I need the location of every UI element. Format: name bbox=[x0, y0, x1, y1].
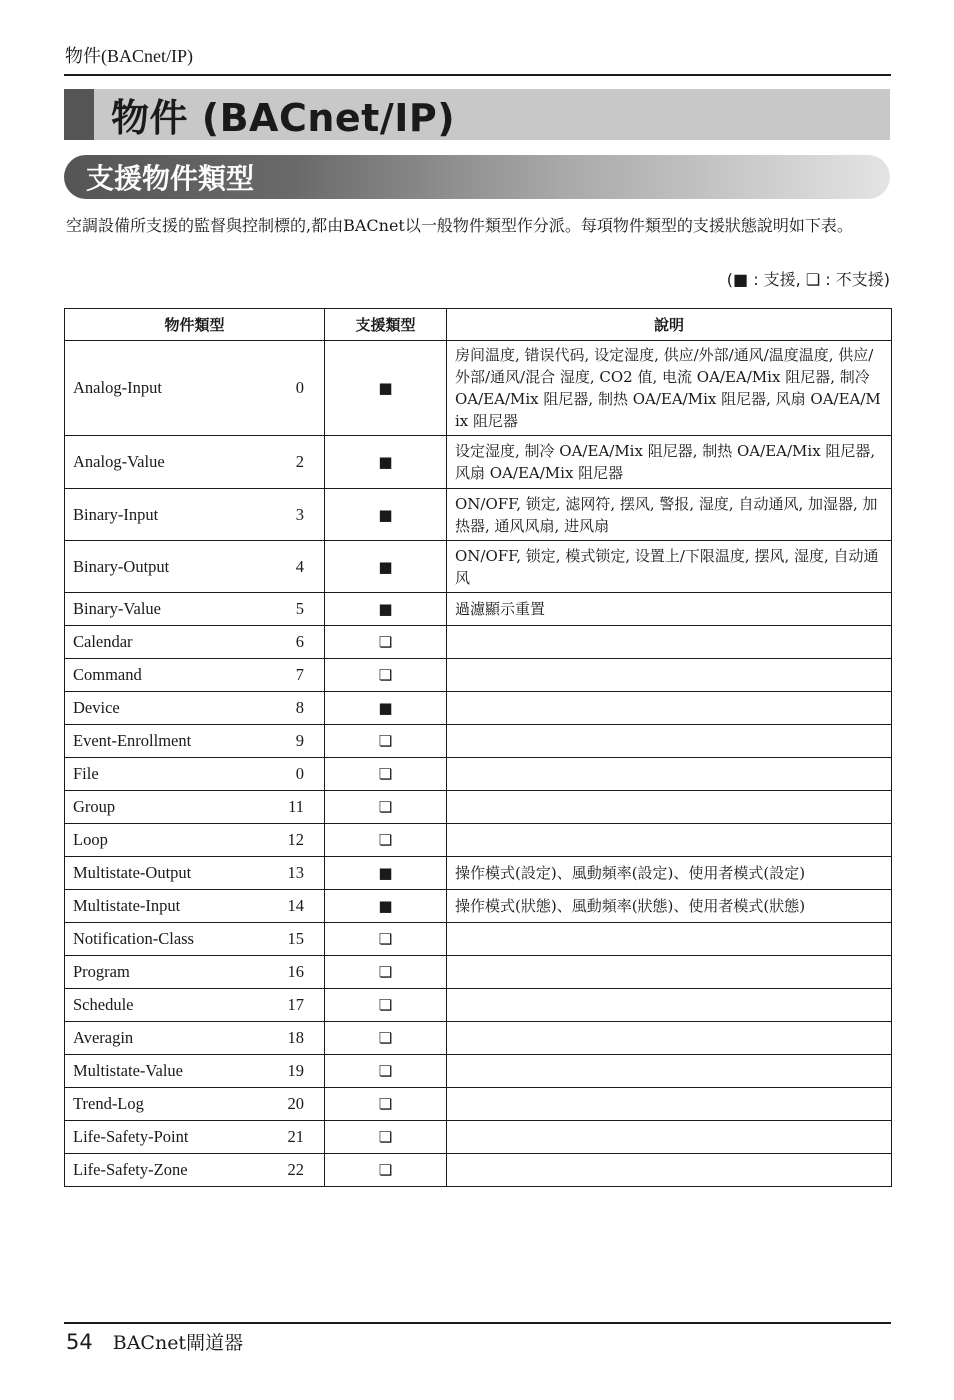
object-type-name: Trend-Log bbox=[73, 1094, 144, 1113]
description-cell bbox=[447, 758, 892, 791]
object-type-table bbox=[64, 308, 892, 1187]
support-mark: ■ bbox=[325, 436, 447, 489]
table-row bbox=[65, 1088, 892, 1121]
header-support-type: 支援類型 bbox=[325, 309, 447, 341]
intro-paragraph: 空調設備所支援的監督與控制標的,都由BACnet以一般物件類型作分派。每項物件類型的支援狀態說明如下表。 bbox=[66, 216, 853, 235]
description-cell: ON/OFF, 锁定, 滤网符, 摆风, 警报, 湿度, 自动通风, 加湿器, 加热器, 通风风扇, 进风扇 bbox=[447, 489, 892, 541]
object-type-name: Multistate-Input bbox=[73, 896, 181, 915]
object-type-cell bbox=[65, 791, 325, 824]
table-row bbox=[65, 725, 892, 758]
object-type-cell bbox=[65, 626, 325, 659]
object-type-id: 11 bbox=[288, 797, 304, 816]
table-row bbox=[65, 989, 892, 1022]
object-type-name: Binary-Value bbox=[73, 599, 161, 618]
description-cell bbox=[447, 824, 892, 857]
table-row bbox=[65, 1154, 892, 1187]
object-type-name: Binary-Output bbox=[73, 556, 170, 576]
header-description: 說明 bbox=[447, 309, 892, 341]
object-type-cell bbox=[65, 890, 325, 923]
object-type-id: 18 bbox=[287, 1028, 304, 1047]
table-row bbox=[65, 857, 892, 890]
description-cell bbox=[447, 725, 892, 758]
description-cell bbox=[447, 956, 892, 989]
object-type-id: 7 bbox=[295, 665, 304, 684]
object-type-name: Notification-Class bbox=[73, 929, 194, 948]
support-mark: ■ bbox=[325, 489, 447, 541]
object-type-id: 12 bbox=[287, 830, 304, 849]
object-type-cell bbox=[65, 1121, 325, 1154]
table-row bbox=[65, 824, 892, 857]
table-row bbox=[65, 791, 892, 824]
table-header-row bbox=[65, 309, 892, 341]
description-cell bbox=[447, 1121, 892, 1154]
object-type-id: 21 bbox=[287, 1127, 304, 1146]
object-type-id: 3 bbox=[295, 504, 304, 524]
object-type-name: Calendar bbox=[73, 632, 133, 651]
support-mark: ■ bbox=[325, 593, 447, 626]
running-header: 物件(BACnet/IP) bbox=[65, 46, 193, 66]
table-row bbox=[65, 659, 892, 692]
description-cell bbox=[447, 659, 892, 692]
support-mark: ❏ bbox=[325, 725, 447, 758]
object-type-name: File bbox=[73, 764, 99, 783]
description-cell bbox=[447, 923, 892, 956]
description-cell: 操作模式(狀態)、風動頻率(狀態)、使用者模式(狀態) bbox=[447, 890, 892, 923]
table-row bbox=[65, 436, 892, 489]
object-type-name: Life-Safety-Point bbox=[73, 1127, 189, 1146]
support-mark: ❏ bbox=[325, 659, 447, 692]
support-mark: ❏ bbox=[325, 923, 447, 956]
support-mark: ❏ bbox=[325, 626, 447, 659]
object-type-cell bbox=[65, 659, 325, 692]
footer-rule bbox=[64, 1322, 891, 1324]
header-object-type: 物件類型 bbox=[65, 309, 325, 341]
description-cell: 房间温度, 错误代码, 设定湿度, 供应/外部/通风/温度温度, 供应/外部/通风/混合 湿度, CO2 值, 电流 OA/EA/Mix 阻尼器, 制冷 OA/EA/Mix 阻尼器, 制热 OA/EA/Mix 阻尼器, 风扇 OA/EA/Mix 阻尼器 bbox=[447, 341, 892, 436]
section-title: 支援物件類型 bbox=[86, 162, 255, 195]
object-type-id: 22 bbox=[287, 1160, 304, 1179]
title-accent-block bbox=[64, 89, 94, 140]
description-cell bbox=[447, 1022, 892, 1055]
object-type-name: Group bbox=[73, 797, 116, 816]
object-type-name: Averagin bbox=[73, 1028, 134, 1047]
support-mark: ❏ bbox=[325, 1088, 447, 1121]
object-type-id: 17 bbox=[287, 995, 304, 1014]
support-mark: ❏ bbox=[325, 1055, 447, 1088]
object-type-cell bbox=[65, 923, 325, 956]
object-type-cell bbox=[65, 593, 325, 626]
object-type-name: Schedule bbox=[73, 995, 134, 1014]
page-title-bar bbox=[64, 89, 890, 140]
table-row bbox=[65, 593, 892, 626]
support-legend: (■ : 支援, ❏ : 不支援) bbox=[726, 270, 890, 289]
object-type-id: 6 bbox=[295, 632, 304, 651]
description-cell: 過濾顯示重置 bbox=[447, 593, 892, 626]
support-mark: ■ bbox=[325, 541, 447, 593]
description-cell bbox=[447, 791, 892, 824]
table-row bbox=[65, 1055, 892, 1088]
table-row bbox=[65, 541, 892, 593]
object-type-id: 5 bbox=[295, 599, 304, 618]
description-cell bbox=[447, 626, 892, 659]
page-number: 54 bbox=[66, 1330, 93, 1354]
support-mark: ❏ bbox=[325, 824, 447, 857]
object-type-id: 0 bbox=[295, 764, 304, 783]
support-mark: ❏ bbox=[325, 1121, 447, 1154]
table-row bbox=[65, 489, 892, 541]
object-type-cell bbox=[65, 956, 325, 989]
support-mark: ❏ bbox=[325, 1154, 447, 1187]
table-row bbox=[65, 692, 892, 725]
description-cell: 操作模式(設定)、風動頻率(設定)、使用者模式(設定) bbox=[447, 857, 892, 890]
object-type-name: Life-Safety-Zone bbox=[73, 1160, 188, 1179]
object-type-cell bbox=[65, 1022, 325, 1055]
object-type-id: 13 bbox=[287, 863, 304, 882]
support-mark: ❏ bbox=[325, 758, 447, 791]
description-cell: 设定湿度, 制冷 OA/EA/Mix 阻尼器, 制热 OA/EA/Mix 阻尼器, 风扇 OA/EA/Mix 阻尼器 bbox=[447, 436, 892, 489]
description-cell bbox=[447, 1154, 892, 1187]
description-cell: ON/OFF, 锁定, 模式锁定, 设置上/下限温度, 摆风, 湿度, 自动通风 bbox=[447, 541, 892, 593]
object-type-id: 20 bbox=[287, 1094, 304, 1113]
support-mark: ❏ bbox=[325, 989, 447, 1022]
page-footer bbox=[66, 1328, 243, 1355]
support-mark: ❏ bbox=[325, 1022, 447, 1055]
table-row bbox=[65, 956, 892, 989]
page-title: 物件 (BACnet/IP) bbox=[111, 96, 456, 140]
support-mark: ■ bbox=[325, 890, 447, 923]
object-type-cell bbox=[65, 1055, 325, 1088]
description-cell bbox=[447, 1055, 892, 1088]
object-type-name: Loop bbox=[73, 830, 108, 849]
section-title-bar bbox=[64, 155, 890, 199]
object-type-id: 16 bbox=[287, 962, 304, 981]
object-type-cell bbox=[65, 692, 325, 725]
description-cell bbox=[447, 989, 892, 1022]
table-row bbox=[65, 626, 892, 659]
object-type-cell bbox=[65, 857, 325, 890]
support-mark: ❏ bbox=[325, 956, 447, 989]
object-type-name: Event-Enrollment bbox=[73, 731, 192, 750]
object-type-name: Analog-Value bbox=[73, 452, 165, 471]
object-type-name: Multistate-Value bbox=[73, 1061, 183, 1080]
object-type-name: Binary-Input bbox=[73, 504, 159, 524]
object-type-cell bbox=[65, 1088, 325, 1121]
table-row bbox=[65, 923, 892, 956]
table-row bbox=[65, 1022, 892, 1055]
support-mark: ❏ bbox=[325, 791, 447, 824]
object-type-cell bbox=[65, 725, 325, 758]
object-type-name: Multistate-Output bbox=[73, 863, 192, 882]
object-type-cell bbox=[65, 436, 325, 489]
document-name: BACnet閘道器 bbox=[112, 1332, 244, 1354]
support-mark: ■ bbox=[325, 857, 447, 890]
table-row bbox=[65, 1121, 892, 1154]
object-type-cell bbox=[65, 989, 325, 1022]
object-type-id: 2 bbox=[295, 452, 304, 471]
object-type-cell bbox=[65, 758, 325, 791]
table-row bbox=[65, 341, 892, 436]
support-mark: ■ bbox=[325, 341, 447, 436]
object-type-id: 0 bbox=[295, 378, 304, 397]
table-row bbox=[65, 890, 892, 923]
object-type-cell bbox=[65, 489, 325, 541]
object-type-cell bbox=[65, 541, 325, 593]
object-type-id: 19 bbox=[287, 1061, 304, 1080]
object-type-cell bbox=[65, 1154, 325, 1187]
object-type-id: 8 bbox=[295, 698, 304, 717]
object-type-cell bbox=[65, 824, 325, 857]
object-type-name: Command bbox=[73, 665, 142, 684]
object-type-id: 15 bbox=[287, 929, 304, 948]
object-type-id: 4 bbox=[295, 556, 304, 576]
object-type-id: 9 bbox=[295, 731, 304, 750]
object-type-id: 14 bbox=[287, 896, 304, 915]
object-type-name: Analog-Input bbox=[73, 378, 162, 397]
header-rule bbox=[64, 74, 891, 76]
object-type-name: Program bbox=[73, 962, 130, 981]
object-type-name: Device bbox=[73, 698, 120, 717]
description-cell bbox=[447, 692, 892, 725]
object-type-cell bbox=[65, 341, 325, 436]
table-row bbox=[65, 758, 892, 791]
support-mark: ■ bbox=[325, 692, 447, 725]
description-cell bbox=[447, 1088, 892, 1121]
